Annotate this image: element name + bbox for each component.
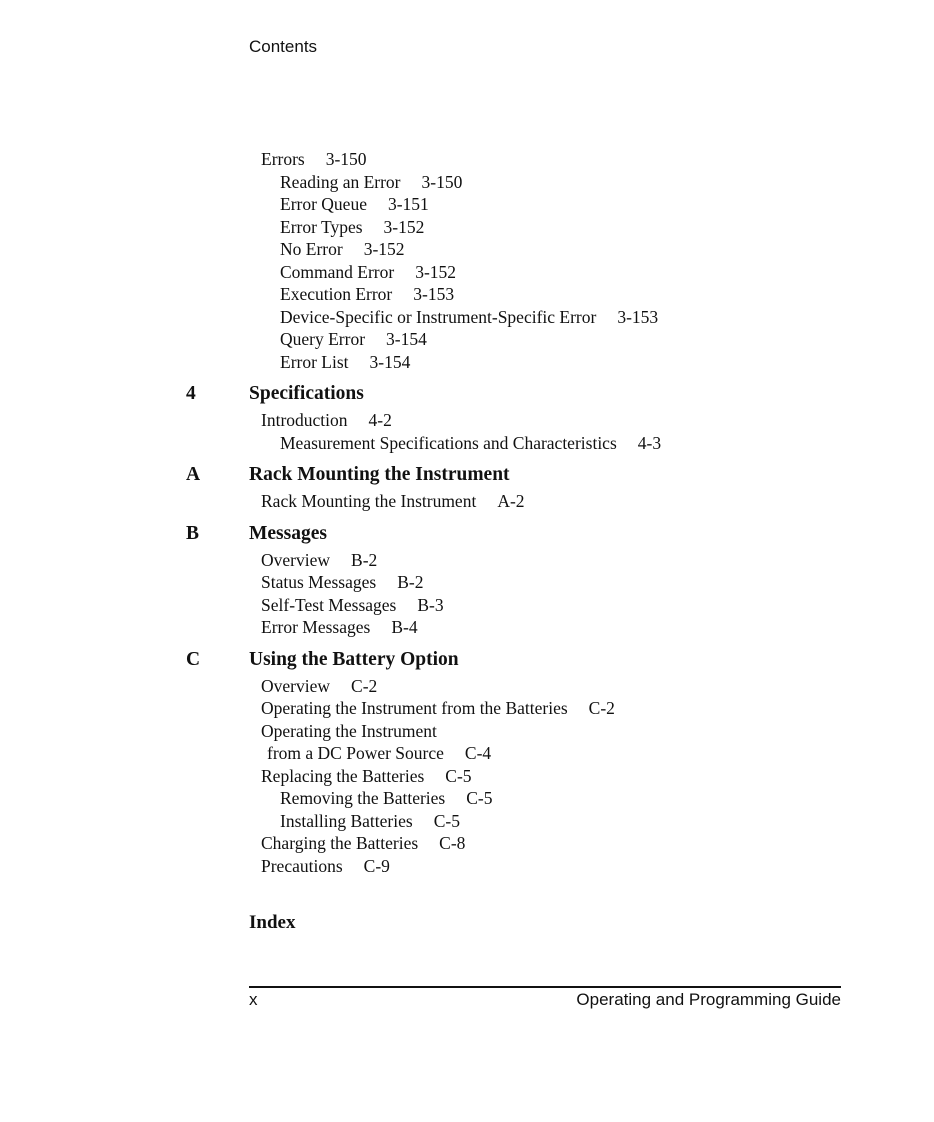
toc-entry-title: Reading an Error bbox=[280, 171, 401, 192]
toc-entry-title: Precautions bbox=[261, 855, 343, 876]
toc-entry[interactable] bbox=[0, 594, 934, 617]
toc-entry-title: Device-Specific or Instrument-Specific Error bbox=[280, 306, 597, 327]
toc-entry[interactable] bbox=[0, 720, 934, 743]
toc-entry[interactable] bbox=[0, 787, 934, 810]
toc-entry-page: 3-153 bbox=[617, 306, 659, 327]
chapter-heading[interactable] bbox=[0, 645, 934, 675]
toc-entry[interactable] bbox=[0, 306, 934, 329]
toc-entry-title: Overview bbox=[261, 549, 331, 570]
toc-entry[interactable] bbox=[0, 432, 934, 455]
toc-entry-page: 3-152 bbox=[415, 261, 457, 282]
toc-entry-title: Error Types bbox=[280, 216, 363, 237]
toc-entry[interactable] bbox=[0, 571, 934, 594]
footer-rule bbox=[249, 986, 841, 988]
toc-entry-page: C-2 bbox=[588, 698, 615, 718]
toc-entry-title: Query Error bbox=[280, 329, 366, 349]
toc-entry[interactable] bbox=[0, 351, 934, 374]
toc-entry[interactable] bbox=[0, 216, 934, 239]
index-heading[interactable]: Index bbox=[249, 912, 296, 933]
toc-entry[interactable] bbox=[0, 171, 934, 194]
toc-entry-title: Introduction bbox=[261, 410, 348, 430]
toc-entry-title: Execution Error bbox=[280, 284, 393, 304]
toc-entry[interactable] bbox=[0, 675, 934, 698]
toc-entry-page: 3-151 bbox=[387, 194, 429, 214]
toc-entry[interactable] bbox=[0, 855, 934, 878]
toc-entry-continuation-line[interactable] bbox=[0, 742, 934, 765]
chapter-number: B bbox=[186, 522, 200, 544]
toc-entry-page: C-8 bbox=[439, 833, 466, 853]
toc-entry-page: B-3 bbox=[417, 594, 444, 615]
toc-entry-page: 3-154 bbox=[386, 329, 427, 349]
chapter-heading[interactable] bbox=[0, 379, 934, 409]
toc-entry[interactable] bbox=[0, 765, 934, 788]
toc-entry-page: B-2 bbox=[351, 549, 378, 570]
toc-entry-title: Operating the Instrument bbox=[261, 720, 437, 741]
toc-entry[interactable] bbox=[0, 616, 934, 639]
toc-entry-page: C-5 bbox=[445, 765, 472, 786]
toc-entry[interactable] bbox=[0, 697, 934, 720]
toc-entry-title: Error Queue bbox=[280, 194, 367, 214]
toc-entry[interactable] bbox=[0, 490, 934, 513]
toc-entry-page: 3-150 bbox=[325, 149, 367, 169]
toc-entry[interactable] bbox=[0, 409, 934, 432]
toc-entry[interactable] bbox=[0, 238, 934, 261]
toc-entry-title: Removing the Batteries bbox=[280, 788, 446, 808]
toc-entry[interactable] bbox=[0, 832, 934, 855]
toc-entry-title: Charging the Batteries bbox=[261, 833, 419, 853]
footer-page-number: x bbox=[249, 990, 258, 1009]
toc-entry-title: Operating the Instrument from the Batteries bbox=[261, 698, 568, 718]
chapter-title: Rack Mounting the Instrument bbox=[249, 464, 510, 485]
toc-entry-page: 3-150 bbox=[421, 171, 463, 192]
chapter-heading[interactable] bbox=[0, 519, 934, 549]
chapter-title: Specifications bbox=[249, 383, 364, 404]
toc-entry[interactable] bbox=[0, 810, 934, 833]
toc-entry-page: 3-152 bbox=[363, 239, 405, 259]
table-of-contents bbox=[0, 148, 934, 877]
toc-entry-page: 3-154 bbox=[369, 351, 411, 372]
toc-entry[interactable] bbox=[0, 328, 934, 351]
toc-entry-page: 3-152 bbox=[383, 216, 425, 237]
chapter-heading[interactable] bbox=[0, 460, 934, 490]
toc-entry-title: Error Messages bbox=[261, 617, 371, 637]
toc-entry-page: 3-153 bbox=[413, 284, 455, 304]
toc-entry-title: Self-Test Messages bbox=[261, 594, 397, 615]
chapter-title: Messages bbox=[249, 522, 327, 544]
toc-entry-title: Measurement Specifications and Characteristics bbox=[280, 432, 617, 453]
toc-entry-title: Replacing the Batteries bbox=[261, 765, 425, 786]
toc-entry-page: 4-3 bbox=[637, 432, 662, 453]
toc-entry-page: 4-2 bbox=[368, 410, 392, 430]
toc-entry-title: Errors bbox=[261, 149, 305, 169]
toc-entry-title: Command Error bbox=[280, 261, 395, 282]
toc-entry-page: C-9 bbox=[363, 855, 390, 876]
toc-entry-page: B-4 bbox=[391, 617, 418, 637]
toc-entry[interactable] bbox=[0, 549, 934, 572]
toc-entry-page: A-2 bbox=[497, 491, 525, 511]
chapter-number: 4 bbox=[186, 383, 196, 404]
toc-entry[interactable] bbox=[0, 261, 934, 284]
toc-entry-title: Overview bbox=[261, 675, 331, 696]
running-head: Contents bbox=[249, 37, 318, 56]
toc-entry[interactable] bbox=[0, 148, 934, 171]
toc-entry-page: C-4 bbox=[464, 743, 492, 763]
toc-entry-page: C-2 bbox=[351, 675, 378, 696]
toc-entry-title: Rack Mounting the Instrument bbox=[261, 491, 477, 511]
toc-entry-title: Error List bbox=[280, 351, 349, 372]
toc-entry-title: Status Messages bbox=[261, 572, 377, 592]
toc-entry[interactable] bbox=[0, 193, 934, 216]
toc-entry-continuation: from a DC Power Source bbox=[267, 743, 444, 763]
chapter-number: C bbox=[186, 648, 201, 670]
toc-entry-page: B-2 bbox=[397, 572, 424, 592]
footer-book-title: Operating and Programming Guide bbox=[576, 990, 841, 1009]
chapter-number: A bbox=[186, 464, 201, 485]
toc-entry-page: C-5 bbox=[466, 788, 493, 808]
chapter-title: Using the Battery Option bbox=[249, 648, 459, 670]
toc-entry-page: C-5 bbox=[433, 810, 460, 831]
toc-entry-title: Installing Batteries bbox=[280, 810, 413, 831]
toc-entry[interactable] bbox=[0, 283, 934, 306]
toc-entry-title: No Error bbox=[280, 239, 343, 259]
